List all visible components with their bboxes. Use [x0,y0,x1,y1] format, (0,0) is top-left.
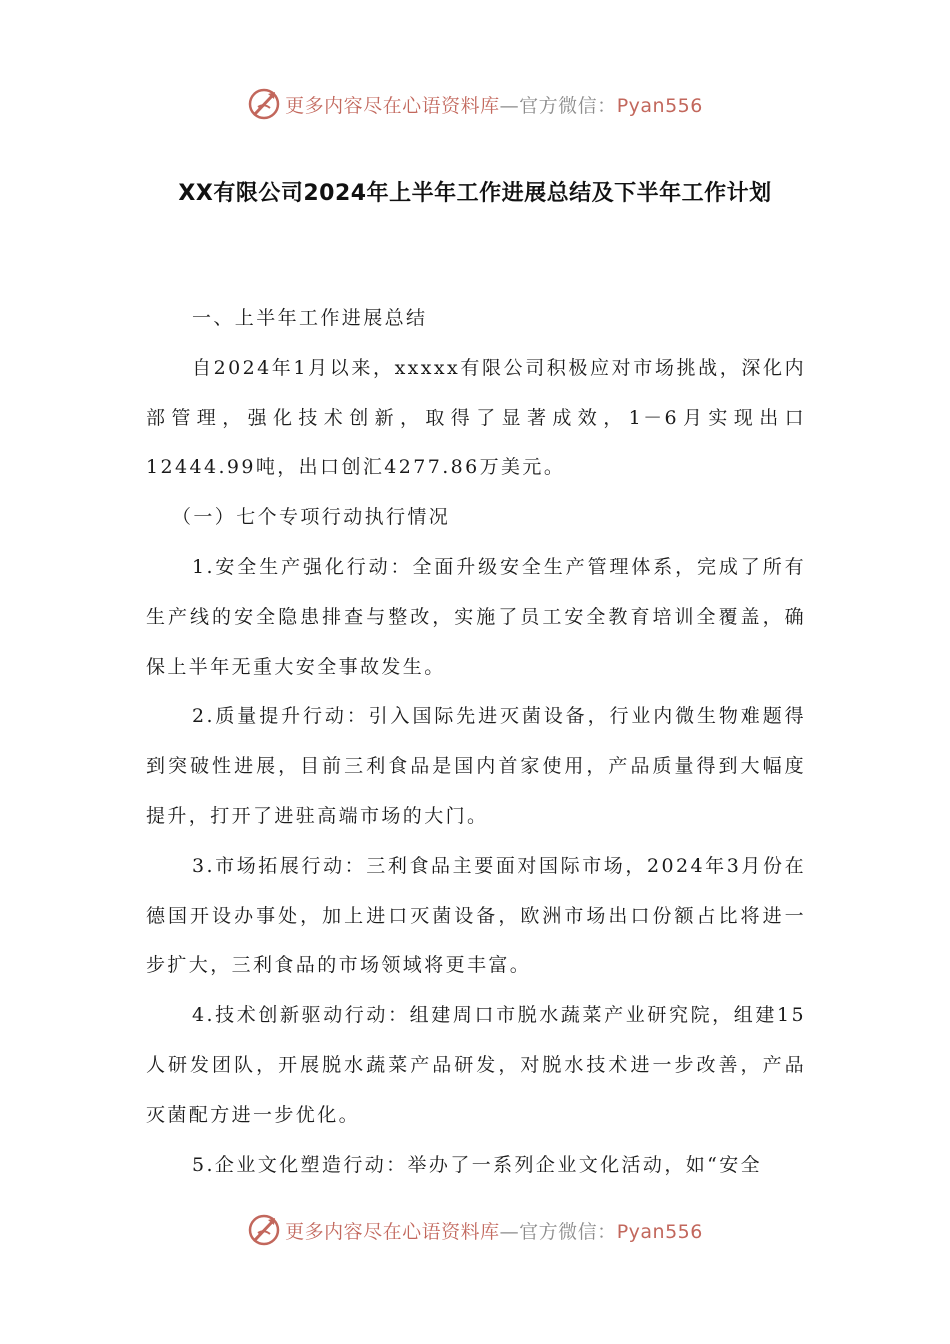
watermark-text [285,1217,703,1244]
watermark-footer [0,1210,950,1250]
watermark-suffix: 官方微信： [519,94,617,117]
pen-logo-icon [247,1213,281,1247]
subsection-heading: （一）七个专项行动执行情况 [172,506,451,529]
section-heading: 一、上半年工作进展总结 [192,307,428,329]
watermark-wechat-id: Pyan556 [616,94,703,117]
watermark-main: 更多内容尽在心语资料库 [285,1220,500,1243]
action-item-2: 2.质量提升行动：引入国际先进灭菌设备，行业内微生物难题得到突破性进展，目前三利食品是国内首家使用，产品质量得到大幅度提升，打开了进驻高端市场的大门。 [146,705,806,827]
action-item-5: 5.企业文化塑造行动：举办了一系列企业文化活动，如“安全 [192,1153,763,1176]
watermark-separator: — [499,1220,520,1243]
action-item-4: 4.技术创新驱动行动：组建周口市脱水蔬菜产业研究院，组建15人研发团队，开展脱水蔬菜产品研发，对脱水技术进一步改善，产品灭菌配方进一步优化。 [146,1004,806,1126]
watermark-main: 更多内容尽在心语资料库 [285,94,500,117]
watermark-separator: — [499,94,520,117]
watermark-wechat-id: Pyan556 [616,1220,703,1243]
document-title: XX有限公司2024年上半年工作进展总结及下半年工作计划 [178,181,772,206]
watermark-suffix: 官方微信： [519,1220,617,1243]
action-item-1: 1.安全生产强化行动：全面升级安全生产管理体系，完成了所有生产线的安全隐患排查与整改，实施了员工安全教育培训全覆盖，确保上半年无重大安全事故发生。 [146,555,806,678]
watermark-text [285,91,703,118]
document-body [146,294,806,1190]
intro-paragraph: 自2024年1月以来，xxxxx有限公司积极应对市场挑战，深化内部管理，强化技术创新，取得了显著成效，1－6月实现出口12444.99吨，出口创汇4277.86万美元。 [146,356,806,479]
action-item-3: 3.市场拓展行动：三利食品主要面对国际市场，2024年3月份在德国开设办事处，加上进口灭菌设备，欧洲市场出口份额占比将进一步扩大，三利食品的市场领域将更丰富。 [146,854,806,977]
pen-logo-icon [247,87,281,121]
watermark-header [0,84,950,124]
